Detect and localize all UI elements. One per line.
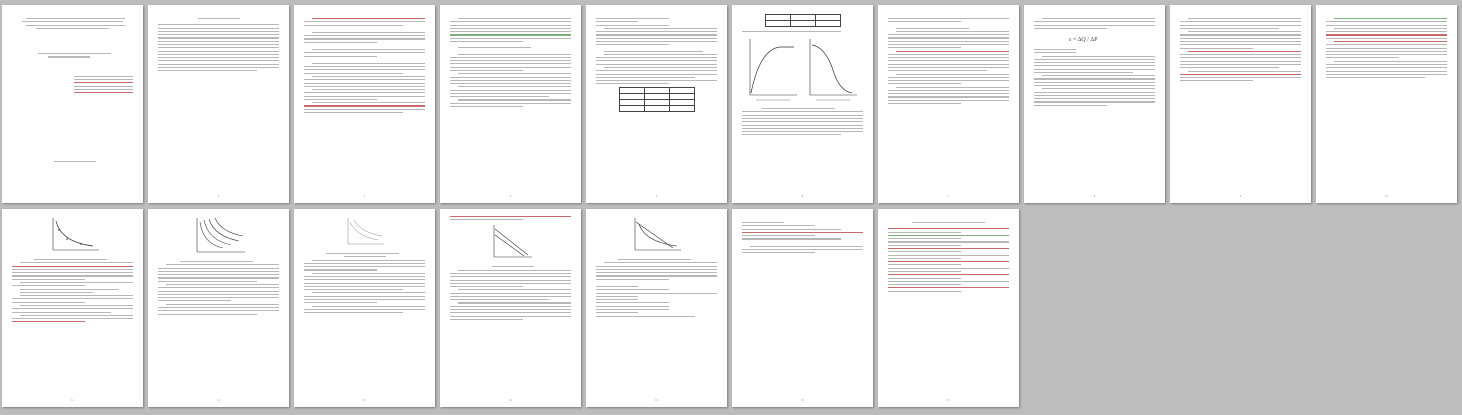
figure-small-chart	[340, 216, 390, 250]
page-number: 2	[217, 194, 220, 198]
page-thumbnail-10[interactable]	[1316, 5, 1457, 203]
page-number: 3	[363, 194, 366, 198]
page-thumbnail-9[interactable]	[1170, 5, 1311, 203]
page-number: 6	[801, 194, 804, 198]
page-thumbnail-1[interactable]	[2, 5, 143, 203]
figure-indifference-curve	[43, 216, 103, 256]
page-number: 5	[655, 194, 658, 198]
figure-curves	[742, 35, 863, 105]
svg-text:ε = ΔQ / ΔP: ε = ΔQ / ΔP	[1068, 36, 1098, 43]
page-number: 10	[1385, 194, 1388, 198]
page-thumbnail-11[interactable]	[2, 209, 143, 407]
page-thumbnail-13[interactable]	[294, 209, 435, 407]
page-number: 13	[363, 398, 366, 402]
page-thumbnail-15[interactable]	[586, 209, 727, 407]
page-thumbnail-14[interactable]	[440, 209, 581, 407]
page-number: 4	[509, 194, 512, 198]
page-thumbnail-7[interactable]	[878, 5, 1019, 203]
page-thumbnail-4[interactable]	[440, 5, 581, 203]
page-thumbnail-8[interactable]	[1024, 5, 1165, 203]
page-thumbnail-6[interactable]	[732, 5, 873, 203]
page-thumbnail-3[interactable]	[294, 5, 435, 203]
page-thumbnail-2[interactable]	[148, 5, 289, 203]
page-number: 9	[1239, 194, 1242, 198]
page-number: 7	[947, 194, 950, 198]
formula	[1065, 32, 1125, 46]
page-number: 14	[509, 398, 512, 402]
data-table	[619, 87, 695, 112]
page-thumbnail-17[interactable]	[878, 209, 1019, 407]
page-number: 11	[71, 398, 74, 402]
figure-equilibrium	[627, 216, 687, 256]
page-number: 16	[801, 398, 804, 402]
page-number: 12	[217, 398, 220, 402]
data-table	[765, 14, 841, 27]
page-number: 15	[655, 398, 658, 402]
page-thumbnail-12[interactable]	[148, 209, 289, 407]
figure-budget-line	[486, 223, 536, 263]
page-number: 8	[1093, 194, 1096, 198]
page-thumbnail-5[interactable]	[586, 5, 727, 203]
page-number: 17	[947, 398, 950, 402]
page-thumbnail-16[interactable]	[732, 209, 873, 407]
figure-indifference-map	[189, 216, 249, 258]
